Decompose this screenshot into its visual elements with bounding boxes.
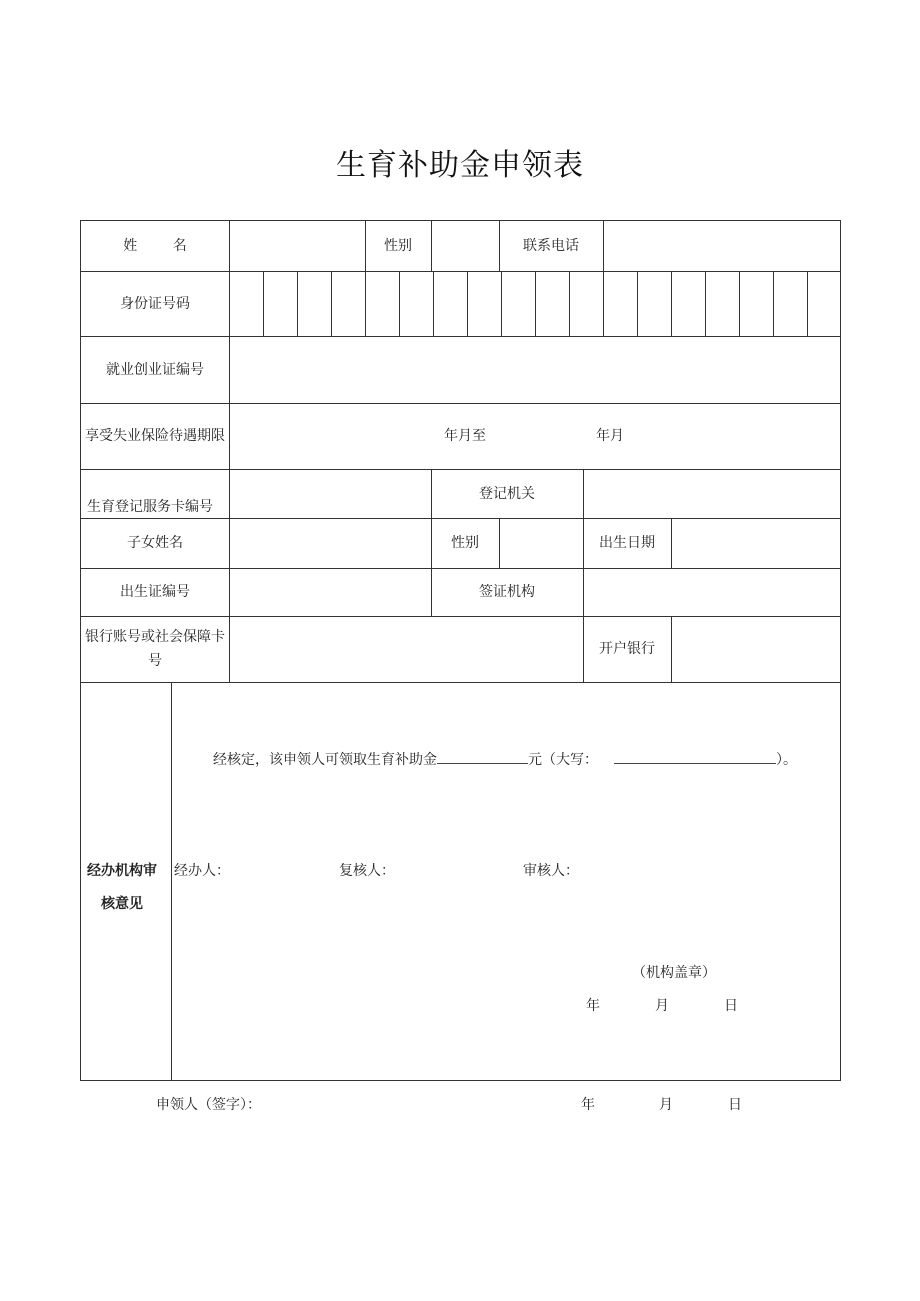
birth-cert-label: 出生证编号: [120, 584, 190, 600]
id-number-boxes[interactable]: [229, 271, 840, 336]
footer-year-label: 年: [581, 1097, 595, 1113]
review-label-line2: 核意见: [101, 896, 143, 912]
page-title: 生育补助金申领表: [336, 148, 584, 183]
auditor-label: 审核人：: [523, 863, 579, 879]
name-label: 姓 名: [123, 238, 187, 254]
employment-cert-field[interactable]: [229, 336, 840, 403]
bank-account-field[interactable]: [229, 616, 583, 682]
benefit-period-label: 享受失业保险待遇期限: [85, 428, 225, 444]
handler-label: 经办人：: [174, 863, 230, 879]
bank-field[interactable]: [671, 616, 840, 682]
phone-label: 联系电话: [523, 238, 579, 254]
name-field[interactable]: [229, 221, 365, 271]
issuer-label: 签证机构: [479, 584, 535, 600]
birth-date-field[interactable]: [671, 518, 840, 568]
footer-day-label: 日: [728, 1097, 742, 1113]
child-name-label: 子女姓名: [127, 535, 183, 551]
child-gender-label: 性别: [451, 535, 479, 551]
applicant-signature-label: 申领人（签字）：: [156, 1097, 261, 1113]
bank-label: 开户银行: [599, 641, 655, 657]
amount-in-words-blank[interactable]: [614, 749, 776, 764]
employment-cert-label: 就业创业证编号: [106, 361, 204, 378]
seal-text: （机构盖章）: [632, 965, 716, 981]
id-number-label: 身份证号码: [120, 295, 190, 312]
amount-blank[interactable]: [437, 749, 528, 764]
phone-field[interactable]: [603, 221, 840, 271]
period-to-text: 年月: [596, 428, 624, 444]
registry-field[interactable]: [583, 469, 840, 518]
approval-statement-suffix: ）。: [776, 752, 797, 768]
registry-label: 登记机关: [479, 485, 535, 502]
approval-statement-mid: 元（大写：: [528, 752, 598, 768]
review-month-label: 月: [655, 998, 669, 1014]
birth-date-label: 出生日期: [599, 535, 655, 551]
birth-cert-field[interactable]: [229, 568, 431, 616]
review-year-label: 年: [586, 998, 600, 1014]
footer-month-label: 月: [659, 1097, 673, 1113]
birth-card-field[interactable]: [229, 469, 431, 518]
child-gender-field[interactable]: [499, 518, 583, 568]
rechecker-label: 复核人：: [339, 863, 395, 879]
approval-statement-prefix: 经核定，该申领人可领取生育补助金: [213, 752, 437, 768]
approval-statement: [213, 749, 797, 770]
period-from-text: 年月至: [444, 428, 486, 444]
review-day-label: 日: [724, 998, 738, 1014]
review-label-line1: 经办机构审: [87, 863, 157, 879]
bank-account-label: 银行账号或社会保障卡号: [85, 629, 225, 669]
gender-label: 性别: [384, 238, 412, 254]
issuer-field[interactable]: [583, 568, 840, 616]
application-form-table: [80, 220, 841, 1081]
child-name-field[interactable]: [229, 518, 431, 568]
birth-card-label: 生育登记服务卡编号: [87, 499, 213, 515]
gender-field[interactable]: [431, 221, 499, 271]
